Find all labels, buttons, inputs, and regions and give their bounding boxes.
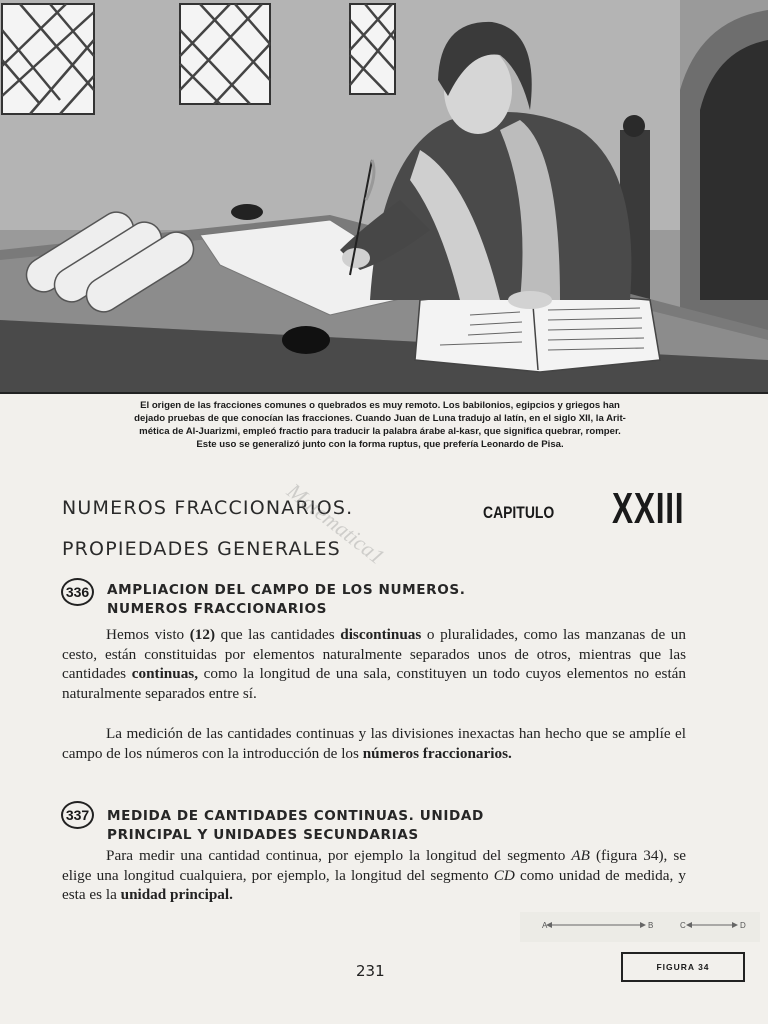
chapter-title-line1: NUMEROS FRACCIONARIOS. bbox=[62, 497, 354, 519]
text-run: que las cantidades bbox=[215, 626, 341, 643]
reference-number: (12) bbox=[189, 626, 216, 643]
point-c-label: C bbox=[680, 921, 686, 930]
text-run: La medición de las cantidades continuas y las divisiones inexactas han hecho que se amplíe el campo de los números con la introducción de los bbox=[62, 725, 686, 762]
point-a-label: A bbox=[542, 921, 548, 930]
watermark: Matematica1 bbox=[282, 478, 390, 570]
chapter-number: XXIII bbox=[612, 484, 685, 533]
caption-line: Este uso se generalizó junto con la forma ruptus, que prefería Leonardo de Pisa. bbox=[196, 439, 564, 450]
text-run: Hemos visto bbox=[106, 626, 190, 643]
section-337-paragraph-1 bbox=[62, 846, 686, 905]
page-number: 231 bbox=[356, 962, 385, 980]
section-number-badge: 336 bbox=[61, 578, 94, 606]
caption-line: El origen de las fracciones comunes o quebrados es muy remoto. Los babilonios, egipcios y griegos han bbox=[140, 400, 620, 411]
segment-ab: AB bbox=[571, 847, 590, 864]
point-b-label: B bbox=[648, 921, 654, 930]
caption-line: mética de Al-Juarizmi, empleó fractio para traducir la palabra árabe al-kasr, que significa quebrar, romper. bbox=[139, 426, 621, 437]
section-336-paragraph-1 bbox=[62, 625, 686, 703]
text-run: como unidad de medida, y esta es la bbox=[62, 866, 686, 904]
text-run: Para medir una cantidad continua, por ejemplo la longitud del segmento bbox=[106, 847, 572, 864]
term-continuas: continuas, bbox=[131, 665, 199, 683]
term-unidad-principal: unidad principal. bbox=[120, 886, 233, 904]
term-discontinuas: discontinuas bbox=[340, 626, 422, 643]
point-d-label: D bbox=[740, 921, 746, 930]
section-title-line1: AMPLIACION DEL CAMPO DE LOS NUMEROS. bbox=[107, 582, 466, 598]
section-title-line2: NUMEROS FRACCIONARIOS bbox=[107, 601, 327, 617]
term-numeros-fraccionarios: números fraccionarios. bbox=[362, 744, 512, 762]
illustration-caption bbox=[30, 399, 730, 451]
scribe-illustration bbox=[0, 0, 768, 394]
figure-label-box: FIGURA 34 bbox=[621, 952, 745, 982]
section-title-line2: PRINCIPAL Y UNIDADES SECUNDARIAS bbox=[107, 827, 419, 843]
text-run: (figura 34), se elige una longitud cualquiera, por ejemplo, la longitud del segmento bbox=[62, 847, 686, 884]
chapter-title-line2: PROPIEDADES GENERALES bbox=[62, 538, 341, 560]
text-run: como la longitud de una sala, constituyen un todo cuyos elementos no están naturalmente separados entre sí. bbox=[62, 665, 686, 702]
section-title-line1: MEDIDA DE CANTIDADES CONTINUAS. UNIDAD bbox=[107, 808, 484, 824]
chapter-label: CAPITULO bbox=[483, 503, 555, 522]
figure-34-diagram bbox=[520, 912, 760, 942]
text-run: o pluralidades, como las manzanas de un cesto, están constituidas por elementos naturalmente separados unos de otros, mientras que las cantidades bbox=[62, 626, 686, 683]
caption-line: dejado pruebas de que conocían las fracciones. Cuando Juan de Luna tradujo al latín, en el siglo XII, la Arit- bbox=[134, 413, 626, 424]
section-336-paragraph-2 bbox=[62, 724, 686, 763]
section-number-badge: 337 bbox=[61, 801, 94, 829]
segment-cd: CD bbox=[493, 866, 515, 884]
